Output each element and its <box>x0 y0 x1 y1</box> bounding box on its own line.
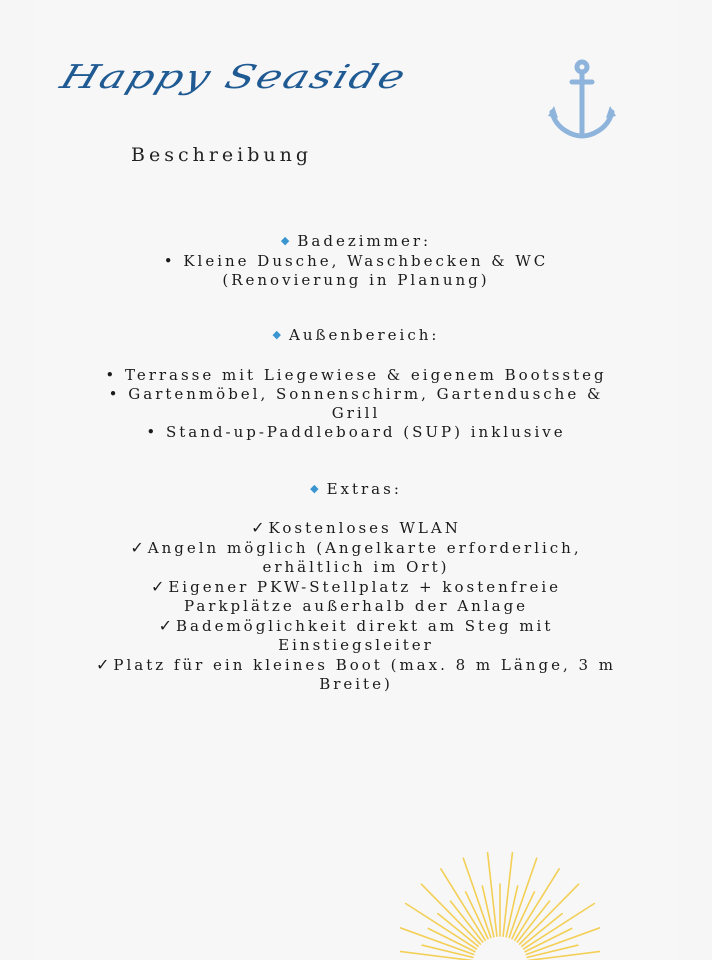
list-item <box>0 577 712 597</box>
sun-icon <box>400 846 600 960</box>
section-heading: ◆ Extras: <box>310 480 402 498</box>
check-icon: ✓ <box>95 655 110 674</box>
list-item <box>0 597 712 616</box>
list-item-text: erhältlich im Ort) <box>262 558 450 576</box>
list-item-text: Kostenloses WLAN <box>268 519 461 537</box>
logo <box>55 52 413 101</box>
diamond-icon: ◆ <box>310 482 319 495</box>
anchor-icon <box>546 58 618 142</box>
list-item <box>0 538 712 558</box>
list-item: Grill <box>331 404 381 422</box>
list-item-text: Breite) <box>319 675 393 693</box>
list-item <box>0 616 712 636</box>
section-outdoor <box>0 326 712 442</box>
logo-text: Happy Seaside <box>55 57 413 96</box>
list-item-text: Angeln möglich (Angelkarte erforderlich, <box>147 539 582 557</box>
page-subtitle: Beschreibung <box>131 144 313 166</box>
list-item-text: Eigener PKW-Stellplatz + kostenfreie <box>168 578 562 596</box>
list-item <box>0 518 712 538</box>
section-bathroom <box>0 232 712 290</box>
list-item <box>0 675 712 694</box>
diamond-icon: ◆ <box>272 328 281 341</box>
list-item: (Renovierung in Planung) <box>222 271 490 289</box>
list-item-text: Bademöglichkeit direkt am Steg mit <box>176 617 554 635</box>
description-content <box>0 232 712 694</box>
list-item <box>0 655 712 675</box>
check-icon: ✓ <box>130 538 144 557</box>
list-item <box>0 558 712 577</box>
list-item-text: Einstiegsleiter <box>278 636 434 654</box>
list-item-text: Parkplätze außerhalb der Anlage <box>183 597 529 615</box>
section-extras <box>0 480 712 694</box>
list-item: • Kleine Dusche, Waschbecken & WC <box>163 252 549 270</box>
section-heading: ◆ Badezimmer: <box>280 232 432 250</box>
check-icon: ✓ <box>158 616 172 635</box>
list-item: • Stand-up-Paddleboard (SUP) inklusive <box>146 423 566 441</box>
check-icon: ✓ <box>251 518 265 537</box>
list-item <box>0 636 712 655</box>
list-item: • Gartenmöbel, Sonnenschirm, Gartendusche & <box>108 385 604 403</box>
list-item-text: Platz für ein kleines Boot (max. 8 m Länge, 3 m <box>113 656 617 674</box>
section-heading: ◆ Außenbereich: <box>272 326 440 344</box>
list-item: • Terrasse mit Liegewiese & eigenem Bootssteg <box>105 366 607 384</box>
diamond-icon: ◆ <box>280 234 290 247</box>
check-icon: ✓ <box>150 577 165 596</box>
